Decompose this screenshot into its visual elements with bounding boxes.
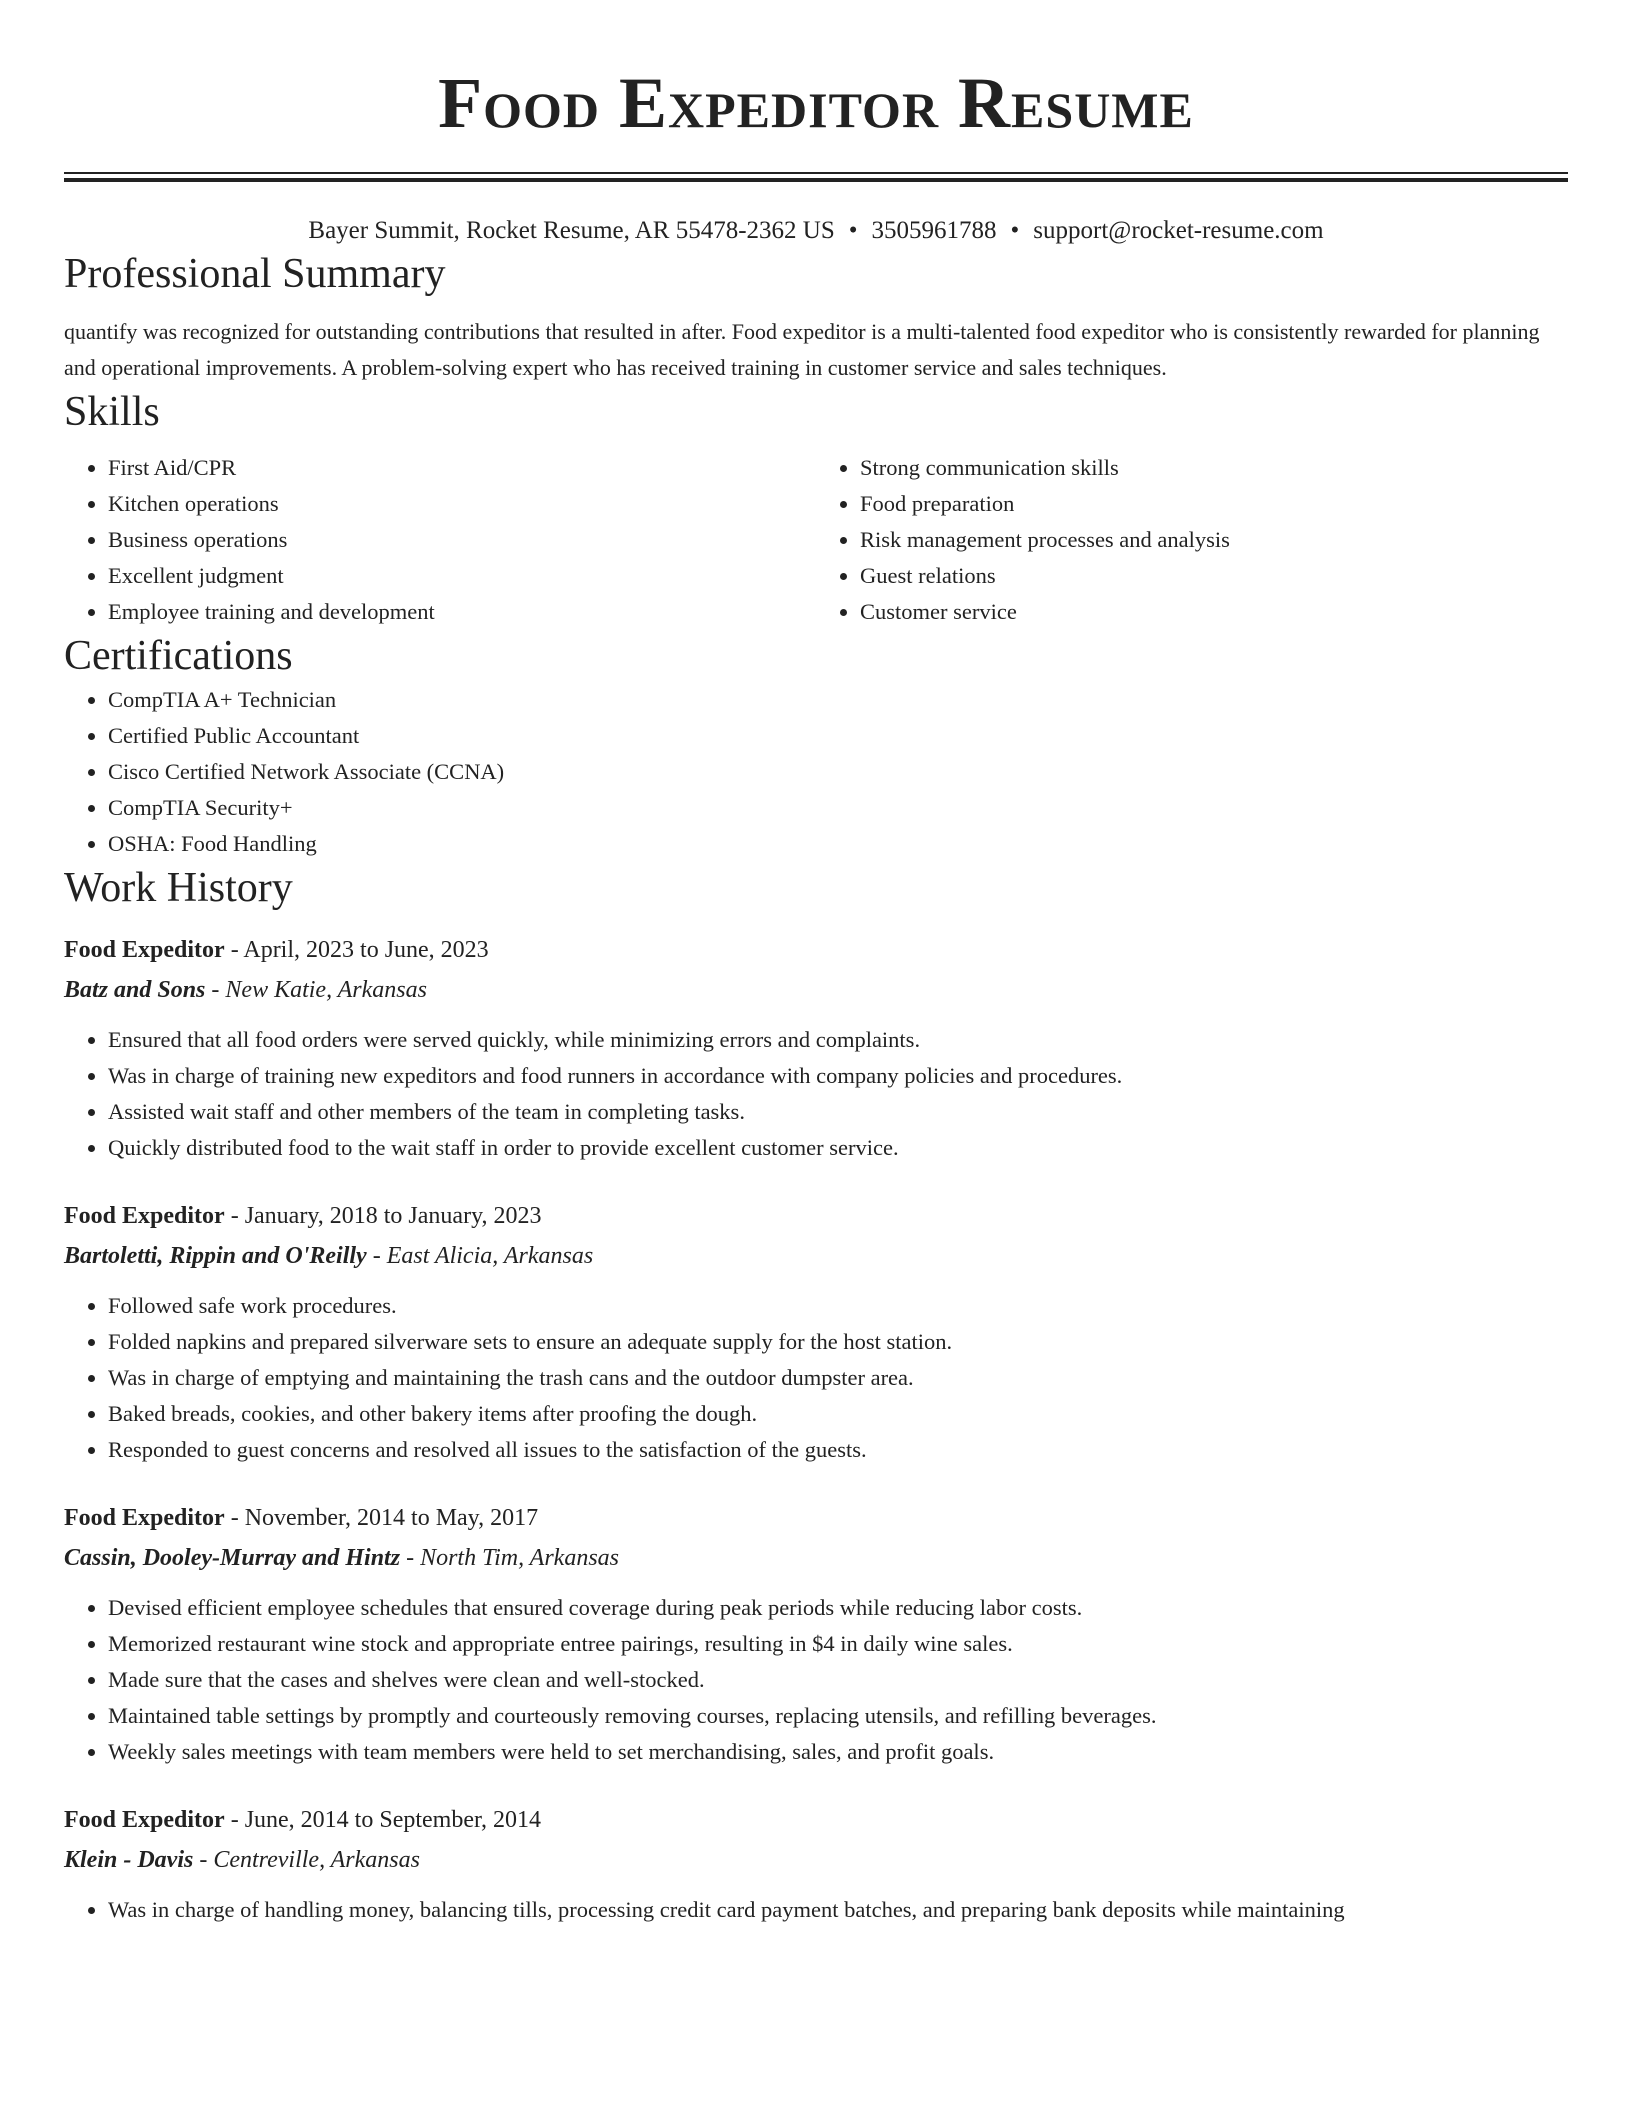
contact-line bbox=[64, 214, 1568, 248]
job-title: Food Expeditor bbox=[64, 1505, 225, 1531]
job-company: Klein - Davis bbox=[64, 1847, 194, 1873]
job-dash: - bbox=[224, 1807, 245, 1833]
job-dash: - bbox=[224, 1505, 245, 1531]
job-company-line bbox=[64, 1538, 1568, 1578]
job-entry bbox=[64, 1196, 1568, 1468]
job-dash: - bbox=[224, 1203, 245, 1229]
job-bullets bbox=[64, 1022, 1568, 1166]
job-location: Centreville, Arkansas bbox=[213, 1847, 420, 1873]
skill-item: • Risk management processes and analysis bbox=[860, 522, 1568, 558]
job-company-line bbox=[64, 1236, 1568, 1276]
contact-separator: • bbox=[848, 217, 858, 244]
job-company-line bbox=[64, 1840, 1568, 1880]
skill-item: • Employee training and development bbox=[108, 594, 816, 630]
summary-text: quantify was recognized for outstanding contributions that resulted in after. Food expeditor is a multi-talented food expeditor who is consistently rewarded for planning and operational improvements. A problem-solving expert who has received training in customer service and sales techniques. bbox=[64, 319, 1540, 380]
job-bullets bbox=[64, 1288, 1568, 1468]
job-dates: November, 2014 to May, 2017 bbox=[244, 1505, 539, 1531]
skill-item: • Excellent judgment bbox=[108, 558, 816, 594]
job-bullet: • Weekly sales meetings with team members were held to set merchandising, sales, and profit goals. bbox=[108, 1734, 1568, 1770]
job-entry bbox=[64, 1498, 1568, 1770]
resume-title: Food Expeditor Resume bbox=[438, 63, 1194, 143]
job-dash: - bbox=[400, 1545, 421, 1571]
summary-heading: Professional Summary bbox=[64, 251, 446, 297]
title-double-rule bbox=[64, 172, 1568, 182]
job-bullet: • Was in charge of handling money, balancing tills, processing credit card payment batches, and preparing bank deposits while maintaining bbox=[108, 1892, 1568, 1928]
job-location: New Katie, Arkansas bbox=[225, 977, 427, 1003]
job-dates: June, 2014 to September, 2014 bbox=[244, 1807, 542, 1833]
certification-item: • OSHA: Food Handling bbox=[108, 826, 1568, 862]
job-dash: - bbox=[224, 937, 244, 963]
job-bullets bbox=[64, 1892, 1568, 1928]
job-bullet: • Baked breads, cookies, and other bakery items after proofing the dough. bbox=[108, 1396, 1568, 1432]
job-company-line bbox=[64, 970, 1568, 1010]
certifications-list bbox=[64, 682, 1568, 862]
job-bullet: • Devised efficient employee schedules that ensured coverage during peak periods while reducing labor costs. bbox=[108, 1590, 1568, 1626]
skill-item: • Strong communication skills bbox=[860, 450, 1568, 486]
job-title-line bbox=[64, 1498, 1568, 1538]
contact-email: support@rocket-resume.com bbox=[1033, 217, 1324, 244]
job-title-line bbox=[64, 1196, 1568, 1236]
skill-item: • Guest relations bbox=[860, 558, 1568, 594]
job-entry bbox=[64, 1800, 1568, 1928]
job-dates: January, 2018 to January, 2023 bbox=[244, 1203, 542, 1229]
job-entry bbox=[64, 930, 1568, 1166]
skill-item: • First Aid/CPR bbox=[108, 450, 816, 486]
job-company: Cassin, Dooley-Murray and Hintz bbox=[64, 1545, 401, 1571]
certifications-heading: Certifications bbox=[64, 633, 293, 679]
job-dash: - bbox=[193, 1847, 214, 1873]
skills-columns bbox=[64, 450, 1568, 630]
skill-item: • Customer service bbox=[860, 594, 1568, 630]
certification-item: • CompTIA Security+ bbox=[108, 790, 1568, 826]
job-bullet: • Followed safe work procedures. bbox=[108, 1288, 1568, 1324]
job-bullets bbox=[64, 1590, 1568, 1770]
certification-item: • CompTIA A+ Technician bbox=[108, 682, 1568, 718]
skill-item: • Business operations bbox=[108, 522, 816, 558]
skills-heading: Skills bbox=[64, 389, 160, 435]
job-dates: April, 2023 to June, 2023 bbox=[243, 937, 489, 963]
job-bullet: • Made sure that the cases and shelves were clean and well-stocked. bbox=[108, 1662, 1568, 1698]
job-bullet: • Quickly distributed food to the wait staff in order to provide excellent customer service. bbox=[108, 1130, 1568, 1166]
work-history-heading: Work History bbox=[64, 865, 293, 911]
job-company: Bartoletti, Rippin and O'Reilly bbox=[64, 1243, 367, 1269]
job-title: Food Expeditor bbox=[64, 1807, 225, 1833]
job-dash: - bbox=[205, 977, 226, 1003]
job-bullet: • Memorized restaurant wine stock and appropriate entree pairings, resulting in $4 in daily wine sales. bbox=[108, 1626, 1568, 1662]
certification-item: • Cisco Certified Network Associate (CCNA) bbox=[108, 754, 1568, 790]
contact-separator: • bbox=[1010, 217, 1020, 244]
contact-address: Bayer Summit, Rocket Resume, AR 55478-2362 US bbox=[308, 217, 835, 244]
job-bullet: • Ensured that all food orders were served quickly, while minimizing errors and complaints. bbox=[108, 1022, 1568, 1058]
skill-item: • Food preparation bbox=[860, 486, 1568, 522]
job-title-line bbox=[64, 930, 1568, 970]
job-dash: - bbox=[366, 1243, 387, 1269]
job-bullet: • Responded to guest concerns and resolved all issues to the satisfaction of the guests. bbox=[108, 1432, 1568, 1468]
job-bullet: • Maintained table settings by promptly and courteously removing courses, replacing utensils, and refilling beverages. bbox=[108, 1698, 1568, 1734]
contact-phone: 3505961788 bbox=[871, 217, 997, 244]
job-title-line bbox=[64, 1800, 1568, 1840]
job-location: North Tim, Arkansas bbox=[420, 1545, 619, 1571]
job-company: Batz and Sons bbox=[64, 977, 206, 1003]
job-bullet: • Assisted wait staff and other members of the team in completing tasks. bbox=[108, 1094, 1568, 1130]
certification-item: • Certified Public Accountant bbox=[108, 718, 1568, 754]
skills-list-left bbox=[64, 450, 816, 630]
job-title: Food Expeditor bbox=[64, 937, 225, 963]
skills-list-right bbox=[816, 450, 1568, 630]
job-location: East Alicia, Arkansas bbox=[386, 1243, 594, 1269]
job-title: Food Expeditor bbox=[64, 1203, 225, 1229]
job-bullet: • Was in charge of emptying and maintaining the trash cans and the outdoor dumpster area. bbox=[108, 1360, 1568, 1396]
job-bullet: • Was in charge of training new expeditors and food runners in accordance with company policies and procedures. bbox=[108, 1058, 1568, 1094]
job-bullet: • Folded napkins and prepared silverware sets to ensure an adequate supply for the host station. bbox=[108, 1324, 1568, 1360]
skill-item: • Kitchen operations bbox=[108, 486, 816, 522]
